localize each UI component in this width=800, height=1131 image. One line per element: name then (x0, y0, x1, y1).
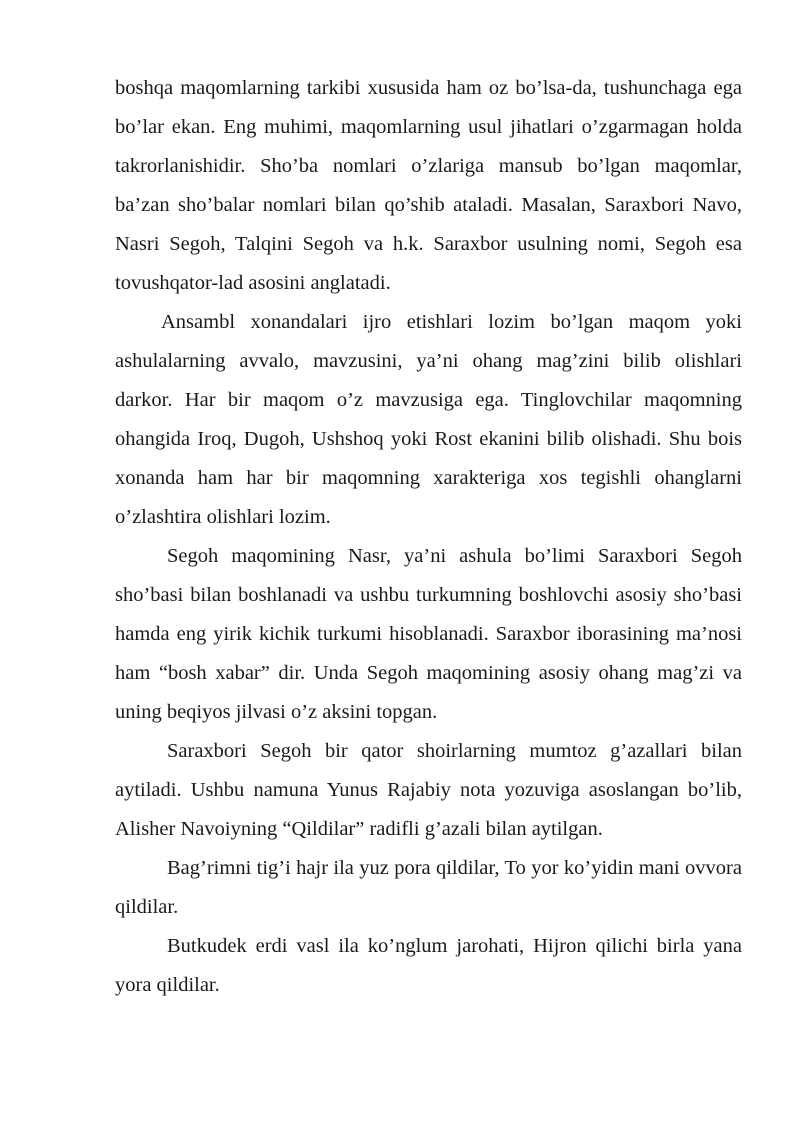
paragraph-saraxbori-segoh: Saraxbori Segoh bir qator shoirlarning mumtoz g’azallari bilan aytiladi. Ushbu namuna Yunus Rajabiy nota yozuviga asoslangan bo’lib, Alisher Navoiyning “Qildilar” radifli g’azali bilan aytilgan. (115, 740, 742, 840)
paragraph-continuation: boshqa maqomlarning tarkibi xususida ham oz bo’lsa-da, tushunchaga ega bo’lar ekan. Eng muhimi, maqomlarning usul jihatlari o’zgarmagan holda takrorlanishidir. Sho’ba nomlari o’zlariga mansub bo’lgan maqomlar, ba’zan sho’balar nomlari bilan qo’shib ataladi. Masalan, Saraxbori Navo, Nasri Segoh, Talqini Segoh va h.k. Saraxbor usulning nomi, Segoh esa tovushqator-lad asosini anglatadi. (115, 77, 742, 294)
paragraph-segoh-nasr: Segoh maqomining Nasr, ya’ni ashula bo’limi Saraxbori Segoh sho’basi bilan boshlanadi va ushbu turkumning boshlovchi asosiy sho’basi hamda eng yirik kichik turkumi hisoblanadi. Saraxbor iborasining ma’nosi ham “bosh xabar” dir. Unda Segoh maqomining asosiy ohang mag’zi va uning beqiyos jilvasi o’z aksini topgan. (115, 545, 742, 723)
paragraph-ensemble: Ansambl xonandalari ijro etishlari lozim bo’lgan maqom yoki ashulalarning avvalo, mavzusini, ya’ni ohang mag’zini bilib olishlari darkor. Har bir maqom o’z mavzusiga ega. Tinglovchilar maqomning ohangida Iroq, Dugoh, Ushshoq yoki Rost ekanini bilib olishadi. Shu bois xonanda ham har bir maqomning xarakteriga xos tegishli ohanglarni o’zlashtira olishlari lozim. (115, 311, 742, 528)
poem-verse-1: Bag’rimni tig’i hajr ila yuz pora qildilar, To yor ko’yidin mani ovvora qildilar. (115, 857, 742, 918)
poem-verse-2: Butkudek erdi vasl ila ko’nglum jarohati, Hijron qilichi birla yana yora qildilar. (115, 935, 742, 996)
